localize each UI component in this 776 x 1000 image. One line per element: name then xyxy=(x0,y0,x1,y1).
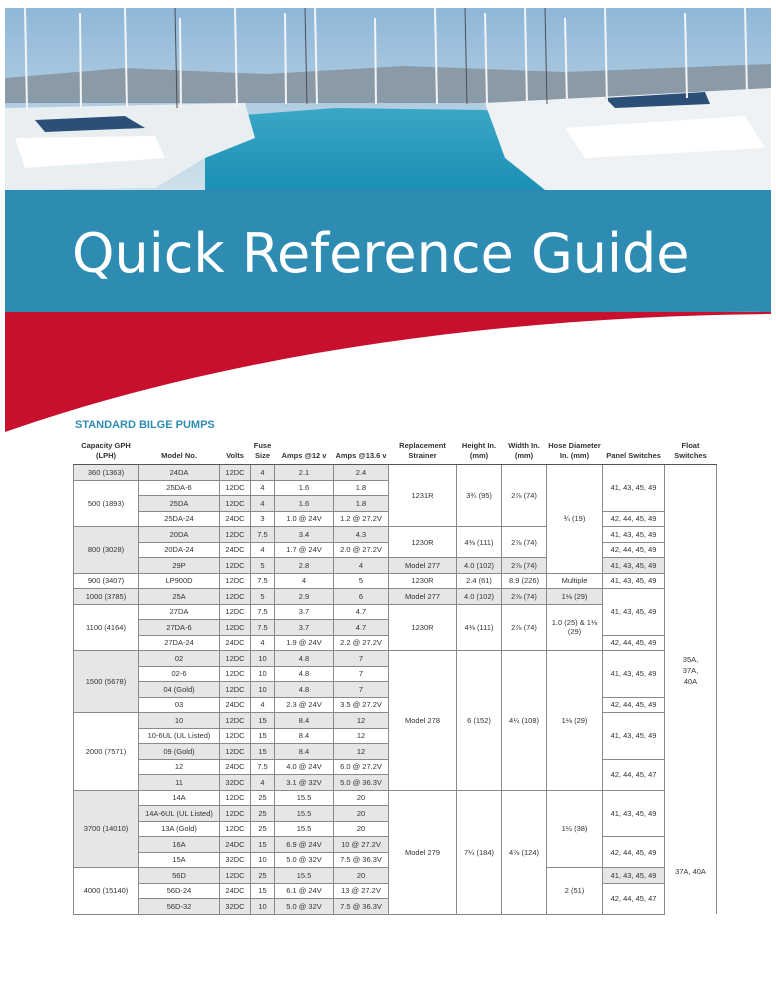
cell-hose: ¾ (19) xyxy=(547,465,603,574)
cell-capacity: 800 (3028) xyxy=(74,527,139,574)
cell-float: 35A, 37A, 40A xyxy=(682,654,699,686)
cell-model: 12 xyxy=(139,759,220,775)
cell-model: 27DA-24 xyxy=(139,635,220,651)
cell-fuse: 15 xyxy=(251,728,275,744)
cell-fuse: 25 xyxy=(251,790,275,806)
cell-model: 27DA-6 xyxy=(139,620,220,636)
cell-capacity: 1500 (5678) xyxy=(74,651,139,713)
cell-amps12: 4.8 xyxy=(275,682,334,698)
cell-height: 4⅜ (111) xyxy=(457,604,502,651)
cell-amps12: 3.7 xyxy=(275,604,334,620)
cell-hose: Multiple xyxy=(547,573,603,589)
cell-amps136: 20 xyxy=(334,790,389,806)
col-model: Model No. xyxy=(139,430,220,465)
cell-model: 09 (Gold) xyxy=(139,744,220,760)
cell-capacity: 2000 (7571) xyxy=(74,713,139,791)
cell-model: 24DA xyxy=(139,465,220,481)
cell-capacity: 1000 (3785) xyxy=(74,589,139,605)
table-row xyxy=(74,527,717,543)
cell-amps12: 6.9 @ 24V xyxy=(275,837,334,853)
cell-amps136: 20 xyxy=(334,806,389,822)
cell-model: 02-6 xyxy=(139,666,220,682)
cell-model: 04 (Gold) xyxy=(139,682,220,698)
cell-height: 3¾ (95) xyxy=(457,465,502,527)
cell-model: 56D xyxy=(139,868,220,884)
cell-volts: 12DC xyxy=(220,604,251,620)
cell-fuse: 25 xyxy=(251,821,275,837)
cell-capacity: 360 (1363) xyxy=(74,465,139,481)
cell-amps136: 1.2 @ 27.2V xyxy=(334,511,389,527)
cell-panel: 42, 44, 45, 49 xyxy=(603,635,665,651)
cell-model: 10-6UL (UL Listed) xyxy=(139,728,220,744)
cell-fuse: 4 xyxy=(251,496,275,512)
cell-model: 25DA-24 xyxy=(139,511,220,527)
cell-volts: 24DC xyxy=(220,837,251,853)
cell-width: 4¼ (108) xyxy=(502,651,547,791)
cell-volts: 12DC xyxy=(220,821,251,837)
cell-strainer: 1230R xyxy=(389,604,457,651)
cell-panel: 41, 43, 45, 49 xyxy=(603,589,665,636)
col-height: Height In. (mm) xyxy=(457,430,502,465)
cell-volts: 12DC xyxy=(220,713,251,729)
cell-model: 56D-32 xyxy=(139,899,220,915)
cell-fuse: 15 xyxy=(251,883,275,899)
cell-width: 4⅞ (124) xyxy=(502,790,547,914)
cell-amps136: 20 xyxy=(334,868,389,884)
cell-amps136: 7 xyxy=(334,651,389,667)
cell-fuse: 3 xyxy=(251,511,275,527)
cell-volts: 12DC xyxy=(220,589,251,605)
col-width: Width In. (mm) xyxy=(502,430,547,465)
cell-amps12: 2.9 xyxy=(275,589,334,605)
cell-float-group xyxy=(665,465,717,915)
cell-amps136: 12 xyxy=(334,713,389,729)
cell-strainer: 1230R xyxy=(389,527,457,558)
table-row xyxy=(74,558,717,574)
cell-width: 2⅞ (74) xyxy=(502,527,547,558)
table-row xyxy=(74,651,717,667)
cell-volts: 12DC xyxy=(220,573,251,589)
cell-amps136: 4.7 xyxy=(334,604,389,620)
cell-model: 56D-24 xyxy=(139,883,220,899)
cell-amps136: 5.0 @ 36.3V xyxy=(334,775,389,791)
cell-fuse: 10 xyxy=(251,852,275,868)
cell-strainer: Model 277 xyxy=(389,589,457,605)
table-row xyxy=(74,465,717,481)
cell-height: 4.0 (102) xyxy=(457,558,502,574)
cell-height: 7¼ (184) xyxy=(457,790,502,914)
marina-photo xyxy=(5,8,771,190)
cell-amps136: 2.2 @ 27.2V xyxy=(334,635,389,651)
cell-model: 13A (Gold) xyxy=(139,821,220,837)
cell-panel: 41, 43, 45, 49 xyxy=(603,868,665,884)
cell-model: 25A xyxy=(139,589,220,605)
cell-width: 8.9 (226) xyxy=(502,573,547,589)
cell-strainer: Model 277 xyxy=(389,558,457,574)
cell-amps12: 3.4 xyxy=(275,527,334,543)
cell-amps12: 6.1 @ 24V xyxy=(275,883,334,899)
cell-panel: 41, 43, 45, 49 xyxy=(603,651,665,698)
cell-amps136: 13 @ 27.2V xyxy=(334,883,389,899)
cell-height: 6 (152) xyxy=(457,651,502,791)
cell-volts: 24DC xyxy=(220,697,251,713)
cell-volts: 24DC xyxy=(220,542,251,558)
cell-hose: 1.0 (25) & 1⅛ (29) xyxy=(547,604,603,651)
col-capacity: Capacity GPH (LPH) xyxy=(74,430,139,465)
cell-amps136: 4.7 xyxy=(334,620,389,636)
cell-amps12: 1.7 @ 24V xyxy=(275,542,334,558)
cell-height: 4⅜ (111) xyxy=(457,527,502,558)
cell-panel: 41, 43, 45, 49 xyxy=(603,573,665,589)
col-hose: Hose Diameter In. (mm) xyxy=(547,430,603,465)
table-header-row xyxy=(74,430,717,465)
cell-amps12: 15.5 xyxy=(275,868,334,884)
cell-amps136: 7 xyxy=(334,682,389,698)
cell-strainer: Model 279 xyxy=(389,790,457,914)
cell-hose: 1⅛ (29) xyxy=(547,589,603,605)
cell-volts: 32DC xyxy=(220,775,251,791)
cell-amps136: 6.0 @ 27.2V xyxy=(334,759,389,775)
cell-fuse: 15 xyxy=(251,837,275,853)
cell-panel: 41, 43, 45, 49 xyxy=(603,527,665,543)
cell-amps12: 4.0 @ 24V xyxy=(275,759,334,775)
cell-volts: 12DC xyxy=(220,496,251,512)
cell-fuse: 7.5 xyxy=(251,759,275,775)
cell-fuse: 10 xyxy=(251,651,275,667)
cell-amps12: 1.6 xyxy=(275,480,334,496)
cell-amps12: 5.0 @ 32V xyxy=(275,852,334,868)
cell-volts: 12DC xyxy=(220,790,251,806)
cell-model: 15A xyxy=(139,852,220,868)
cell-fuse: 7.5 xyxy=(251,573,275,589)
cell-amps12: 15.5 xyxy=(275,821,334,837)
cell-fuse: 4 xyxy=(251,775,275,791)
cell-volts: 32DC xyxy=(220,899,251,915)
cell-fuse: 4 xyxy=(251,480,275,496)
cell-volts: 24DC xyxy=(220,759,251,775)
cell-amps136: 12 xyxy=(334,744,389,760)
cell-fuse: 7.5 xyxy=(251,527,275,543)
cell-capacity: 900 (3407) xyxy=(74,573,139,589)
cell-fuse: 10 xyxy=(251,682,275,698)
cell-amps12: 3.1 @ 32V xyxy=(275,775,334,791)
cell-model: 03 xyxy=(139,697,220,713)
page-title: Quick Reference Guide xyxy=(72,222,690,285)
cell-volts: 24DC xyxy=(220,511,251,527)
cell-volts: 24DC xyxy=(220,635,251,651)
cell-amps12: 1.9 @ 24V xyxy=(275,635,334,651)
cell-amps136: 2.0 @ 27.2V xyxy=(334,542,389,558)
cell-panel: 41, 43, 45, 49 xyxy=(603,713,665,760)
cell-hose: 2 (51) xyxy=(547,868,603,915)
cell-volts: 12DC xyxy=(220,682,251,698)
cell-hose: 1½ (38) xyxy=(547,790,603,868)
cell-strainer: Model 278 xyxy=(389,651,457,791)
cell-panel: 41, 43, 45, 49 xyxy=(603,790,665,837)
cell-volts: 12DC xyxy=(220,480,251,496)
cell-amps12: 15.5 xyxy=(275,790,334,806)
cell-fuse: 15 xyxy=(251,713,275,729)
cell-panel: 42, 44, 45, 49 xyxy=(603,697,665,713)
table-row xyxy=(74,573,717,589)
cell-strainer: 1230R xyxy=(389,573,457,589)
cell-amps12: 3.7 xyxy=(275,620,334,636)
cell-amps136: 6 xyxy=(334,589,389,605)
cell-panel: 42, 44, 45, 49 xyxy=(603,837,665,868)
cell-model: LP900D xyxy=(139,573,220,589)
col-volts: Volts xyxy=(220,430,251,465)
cell-panel: 41, 43, 45, 49 xyxy=(603,465,665,512)
cell-amps12: 4 xyxy=(275,573,334,589)
cell-amps12: 8.4 xyxy=(275,713,334,729)
section-title: STANDARD BILGE PUMPS xyxy=(75,419,215,431)
table-row xyxy=(74,589,717,605)
cell-amps12: 4.8 xyxy=(275,651,334,667)
cell-volts: 12DC xyxy=(220,728,251,744)
cell-amps136: 12 xyxy=(334,728,389,744)
col-panel-switches: Panel Switches xyxy=(603,430,665,465)
cell-width: 2⅞ (74) xyxy=(502,558,547,574)
cell-amps136: 7 xyxy=(334,666,389,682)
cell-model: 25DA xyxy=(139,496,220,512)
cell-amps136: 7.5 @ 36.3V xyxy=(334,899,389,915)
cell-fuse: 10 xyxy=(251,666,275,682)
cell-width: 2⅞ (74) xyxy=(502,465,547,527)
col-amps-12: Amps @12 v xyxy=(275,430,334,465)
cell-amps12: 15.5 xyxy=(275,806,334,822)
cell-amps12: 8.4 xyxy=(275,744,334,760)
cell-fuse: 4 xyxy=(251,697,275,713)
cell-fuse: 15 xyxy=(251,744,275,760)
cell-amps136: 10 @ 27.2V xyxy=(334,837,389,853)
cell-panel: 42, 44, 45, 47 xyxy=(603,883,665,914)
cell-fuse: 25 xyxy=(251,868,275,884)
cell-fuse: 5 xyxy=(251,589,275,605)
cell-volts: 12DC xyxy=(220,744,251,760)
cell-model: 20DA-24 xyxy=(139,542,220,558)
cell-volts: 12DC xyxy=(220,868,251,884)
cell-fuse: 5 xyxy=(251,558,275,574)
cell-model: 14A-6UL (UL Listed) xyxy=(139,806,220,822)
cell-amps12: 1.0 @ 24V xyxy=(275,511,334,527)
cell-height: 2.4 (61) xyxy=(457,573,502,589)
cell-capacity: 3700 (14010) xyxy=(74,790,139,868)
table-row xyxy=(74,790,717,806)
cell-volts: 12DC xyxy=(220,620,251,636)
cell-capacity: 1100 (4164) xyxy=(74,604,139,651)
cell-fuse: 4 xyxy=(251,635,275,651)
cell-amps136: 4 xyxy=(334,558,389,574)
bilge-pump-table xyxy=(73,430,717,915)
cell-amps12: 1.6 xyxy=(275,496,334,512)
cell-volts: 24DC xyxy=(220,883,251,899)
cell-amps136: 1.8 xyxy=(334,496,389,512)
cell-model: 27DA xyxy=(139,604,220,620)
cell-volts: 12DC xyxy=(220,558,251,574)
cell-amps136: 3.5 @ 27.2V xyxy=(334,697,389,713)
cell-hose: 1⅛ (29) xyxy=(547,651,603,791)
cell-amps136: 7.5 @ 36.3V xyxy=(334,852,389,868)
cell-amps12: 2.3 @ 24V xyxy=(275,697,334,713)
cell-width: 2⅞ (74) xyxy=(502,604,547,651)
cell-volts: 12DC xyxy=(220,806,251,822)
cell-capacity: 4000 (15140) xyxy=(74,868,139,915)
cell-width: 2⅞ (74) xyxy=(502,589,547,605)
cell-amps12: 4.8 xyxy=(275,666,334,682)
cell-volts: 12DC xyxy=(220,651,251,667)
col-strainer: Replacement Strainer xyxy=(389,430,457,465)
col-fuse: Fuse Size xyxy=(251,430,275,465)
cell-float: 37A, 40A xyxy=(675,866,706,876)
cell-model: 11 xyxy=(139,775,220,791)
cell-model: 25DA-6 xyxy=(139,480,220,496)
cell-amps136: 20 xyxy=(334,821,389,837)
col-float-switches: Float Switches xyxy=(665,430,717,465)
cell-amps12: 5.0 @ 32V xyxy=(275,899,334,915)
cell-panel: 42, 44, 45, 49 xyxy=(603,542,665,558)
cell-amps12: 8.4 xyxy=(275,728,334,744)
cell-amps12: 2.8 xyxy=(275,558,334,574)
cell-fuse: 7.5 xyxy=(251,620,275,636)
cell-volts: 32DC xyxy=(220,852,251,868)
cell-amps136: 2.4 xyxy=(334,465,389,481)
cell-fuse: 7.5 xyxy=(251,604,275,620)
cell-volts: 12DC xyxy=(220,527,251,543)
cell-model: 10 xyxy=(139,713,220,729)
cell-capacity: 500 (1893) xyxy=(74,480,139,527)
cell-height: 4.0 (102) xyxy=(457,589,502,605)
cell-fuse: 25 xyxy=(251,806,275,822)
cell-model: 20DA xyxy=(139,527,220,543)
cell-amps12: 2.1 xyxy=(275,465,334,481)
cell-amps136: 5 xyxy=(334,573,389,589)
cell-panel: 41, 43, 45, 49 xyxy=(603,558,665,574)
cell-model: 29P xyxy=(139,558,220,574)
cell-amps136: 1.8 xyxy=(334,480,389,496)
cell-fuse: 4 xyxy=(251,542,275,558)
cell-model: 02 xyxy=(139,651,220,667)
cell-strainer: 1231R xyxy=(389,465,457,527)
col-amps-136: Amps @13.6 v xyxy=(334,430,389,465)
cell-volts: 12DC xyxy=(220,465,251,481)
cell-amps136: 4.3 xyxy=(334,527,389,543)
cell-fuse: 10 xyxy=(251,899,275,915)
cell-model: 14A xyxy=(139,790,220,806)
cell-panel: 42, 44, 45, 47 xyxy=(603,759,665,790)
cell-model: 16A xyxy=(139,837,220,853)
cell-panel: 42, 44, 45, 49 xyxy=(603,511,665,527)
cell-volts: 12DC xyxy=(220,666,251,682)
cell-fuse: 4 xyxy=(251,465,275,481)
